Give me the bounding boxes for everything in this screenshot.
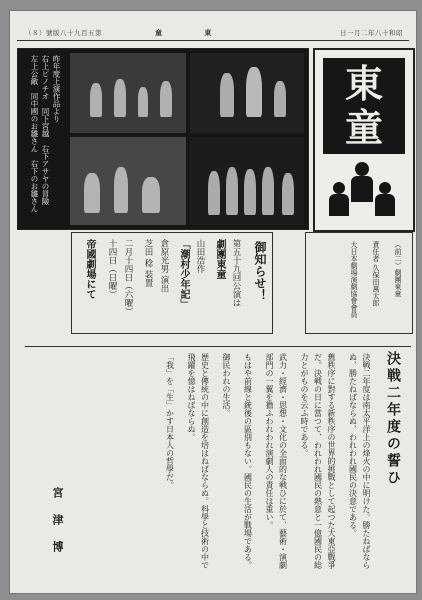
photo-caption xyxy=(18,55,62,223)
publisher-line: 大日本劇場演劇協會會員 xyxy=(350,241,358,318)
essay-paragraph: 決戦二年度は南太平洋上の烽火の中に明けた。勝たねばならぬ、勝たねばならぬ、われわれ國民の決意である。 xyxy=(348,353,371,569)
notice-company: 劇團東童 xyxy=(214,239,225,279)
stage-photo-bottom-right xyxy=(190,137,304,225)
notice-line: 倉原光男 演出 xyxy=(159,239,169,293)
notice-heading: 御知らせ！ xyxy=(253,241,267,301)
performance-notice xyxy=(71,232,273,334)
caption-line: 昨年度上演作品より xyxy=(52,55,61,123)
masthead-title xyxy=(323,58,405,154)
caption-line: 左上公敵 同中國のお雛さん 右下のお雛さん xyxy=(30,55,39,213)
essay-paragraph: 歴史と傳統の中に創造を培はねばならぬ。科學と技術の中で飛躍を憶はねばならぬ。 xyxy=(187,353,210,569)
masthead xyxy=(313,48,415,232)
essay-author: 宮津博 xyxy=(51,487,64,568)
essay-paragraph: 「我」を「生」かす日本人の哲學だ。 xyxy=(165,353,175,489)
essay-body xyxy=(63,353,373,573)
essay-paragraph: 御民われの生活。 xyxy=(222,353,231,417)
masthead-char: 童 xyxy=(344,106,383,150)
publisher-line: （前二）劇團東童 xyxy=(394,241,402,297)
notice-line: 芝田 稔 装置 xyxy=(143,239,153,287)
essay-paragraph: 舊秩序に對する新秩序の世界的挑戰として起つた大東亞戰爭だ。決戦の日に當つて、われわれ國民の熱意と一億國民の総力とがものを云ふ時である。 xyxy=(300,353,336,569)
essay-title: 決戦二年度の誓ひ xyxy=(385,351,401,487)
essay-section xyxy=(25,346,411,587)
essay-paragraph: もはや前線と銃後の區別もない。國民の生活が戰場である。 xyxy=(243,353,253,569)
header-paper-name: 童 東 xyxy=(155,28,232,37)
notice-play-title: 「潮村少年記」 xyxy=(178,239,189,309)
header-issue-number: （８）號版八十九百五第 xyxy=(25,29,102,37)
notice-line: 十四日（日曜） xyxy=(107,239,117,299)
children-figures-logo xyxy=(329,162,399,220)
masthead-char: 東 xyxy=(344,62,383,106)
publisher-line: 責任者 久保田萬太郎 xyxy=(372,241,380,307)
publisher-info-box xyxy=(305,232,413,334)
header-rule xyxy=(17,40,409,41)
notice-line: 第五十九回公演は xyxy=(231,239,241,307)
notice-line: 山田浩作 xyxy=(195,239,205,273)
stage-photo-top-right xyxy=(190,53,304,133)
essay-paragraph: 武力・經濟・思想・文化の全面的な戦ひに於て、藝術・演劇部門の一翼を擔ふわれわれ演劇人の責任は重い。 xyxy=(265,353,288,569)
notice-line: 二月十四日（六曜） xyxy=(123,239,133,316)
stage-photo-bottom-left xyxy=(70,137,186,225)
newspaper-page xyxy=(9,10,417,594)
notice-venue: 帝國劇場にて xyxy=(84,239,95,299)
header-date: 日一月二年八十和昭 xyxy=(340,29,403,37)
stage-photo-top-left xyxy=(70,53,186,133)
caption-line: 右上ピノチオ 同下宮越 右下アサヤの冒險 xyxy=(41,55,50,205)
photo-collage xyxy=(17,48,309,230)
